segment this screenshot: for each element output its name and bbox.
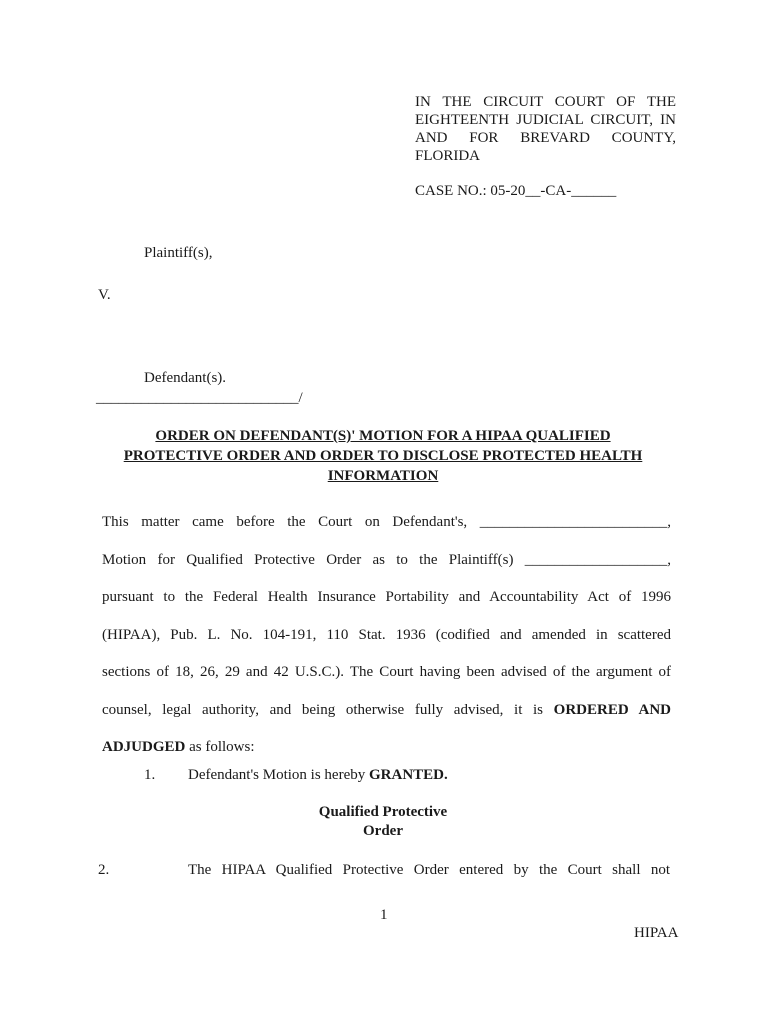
body-line: sections of 18, 26, 29 and 42 U.S.C.). The Court having been advised of the argument of <box>102 664 671 680</box>
body-line: This matter came before the Court on Defendant's, _________________________, <box>102 514 671 530</box>
court-caption-line: AND FOR BREVARD COUNTY, <box>415 130 676 146</box>
item-1-number: 1. <box>144 767 156 783</box>
court-caption <box>415 93 676 165</box>
body-line: (HIPAA), Pub. L. No. 104-191, 110 Stat. 1936 (codified and amended in scattered <box>102 626 671 643</box>
body-text: as follows: <box>185 739 255 755</box>
defendant-label: Defendant(s). <box>144 370 227 386</box>
body-line: Motion for Qualified Protective Order as to the Plaintiff(s) ___________________, <box>102 551 671 568</box>
item-1-plain: Defendant's Motion is hereby <box>188 767 369 783</box>
court-caption-line: IN THE CIRCUIT COURT OF THE <box>415 94 676 110</box>
order-title-line: ORDER ON DEFENDANT(S)' MOTION FOR A HIPAA QUALIFIED <box>155 428 611 444</box>
versus-label: V. <box>98 287 111 303</box>
body-text: counsel, legal authority, and being otherwise fully advised, it is <box>102 701 554 718</box>
court-caption-line: FLORIDA <box>415 148 481 164</box>
section-heading <box>300 803 466 841</box>
item-2-text: The HIPAA Qualified Protective Order entered by the Court shall not <box>188 862 670 878</box>
page-number: 1 <box>380 907 388 923</box>
section-heading-line: Qualified Protective <box>318 804 448 820</box>
order-title-line: PROTECTIVE ORDER AND ORDER TO DISCLOSE PROTECTED HEALTH <box>123 448 643 464</box>
case-number: CASE NO.: 05-20__-CA-______ <box>415 183 617 199</box>
plaintiff-label: Plaintiff(s), <box>144 245 213 261</box>
item-1-text <box>188 767 448 784</box>
signature-line: ___________________________/ <box>96 390 303 406</box>
ordered-bold-text: ORDERED AND <box>553 701 671 718</box>
order-title-line: INFORMATION <box>327 468 439 484</box>
section-heading-line: Order <box>363 823 403 839</box>
order-title <box>96 426 670 486</box>
court-caption-line: EIGHTEENTH JUDICIAL CIRCUIT, IN <box>415 112 676 128</box>
body-line <box>102 729 671 767</box>
body-line: pursuant to the Federal Health Insurance Portability and Accountability Act of 1996 <box>102 589 671 605</box>
adjudged-bold-text: ADJUDGED <box>102 739 186 755</box>
item-2-number: 2. <box>98 862 110 878</box>
granted-bold-text: GRANTED. <box>369 767 448 783</box>
body-line <box>102 692 671 730</box>
footer-label: HIPAA <box>634 925 679 941</box>
order-body <box>102 504 671 767</box>
